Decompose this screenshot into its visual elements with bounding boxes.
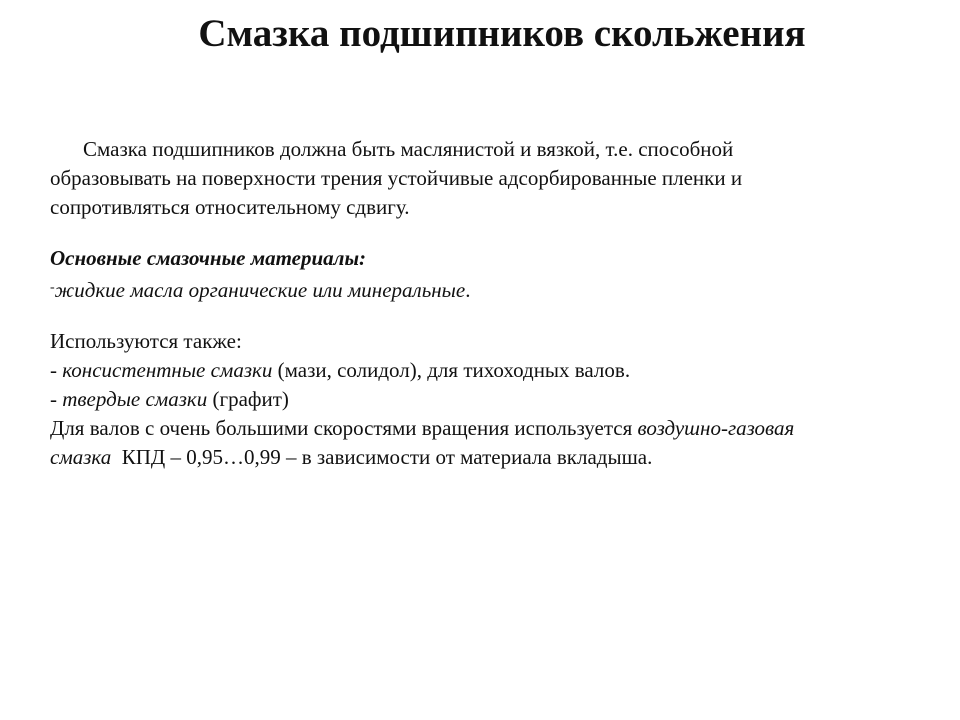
- list-prefix: -: [50, 358, 63, 382]
- high-speed-line-1: [50, 414, 930, 443]
- also-used-item-1-rest: (мази, солидол), для тихоходных валов.: [272, 358, 631, 382]
- high-speed-line-2-rest: КПД – 0,95…0,99 – в зависимости от материала вкладыша.: [111, 445, 653, 469]
- intro-line-1: Смазка подшипников должна быть маслянистой и вязкой, т.е. способной: [83, 137, 734, 161]
- spacer: [50, 305, 930, 327]
- high-speed-line-1-term: воздушно-газовая: [637, 416, 795, 440]
- list-prefix: -: [50, 387, 63, 411]
- intro-line-3: сопротивляться относительному сдвигу.: [50, 195, 410, 219]
- also-used-item-1-term: консистентные смазки: [62, 358, 273, 382]
- high-speed-line-2-term: смазка: [50, 445, 112, 469]
- main-materials-item-end: .: [465, 278, 471, 302]
- high-speed-line-1-text: Для валов с очень большими скоростями вращения используется: [50, 416, 638, 440]
- list-dash: -: [50, 280, 55, 295]
- also-used-item-1: [50, 356, 930, 385]
- intro-line-2: образовывать на поверхности трения устойчивые адсорбированные пленки и: [50, 166, 743, 190]
- also-used-item-2-rest: (графит): [207, 387, 289, 411]
- slide-title: Смазка подшипников скольжения: [198, 12, 806, 55]
- main-materials-item: [50, 273, 930, 305]
- main-materials-heading: Основные смазочные материалы:: [50, 246, 367, 270]
- spacer: [50, 222, 930, 244]
- main-materials-item-text: жидкие масла органические или минеральные: [54, 278, 466, 302]
- high-speed-line-2: [50, 443, 930, 472]
- also-used-heading: Используются также:: [50, 329, 242, 353]
- also-used-item-2-term: твердые смазки: [62, 387, 208, 411]
- also-used-item-2: [50, 385, 930, 414]
- slide-body: [50, 135, 930, 472]
